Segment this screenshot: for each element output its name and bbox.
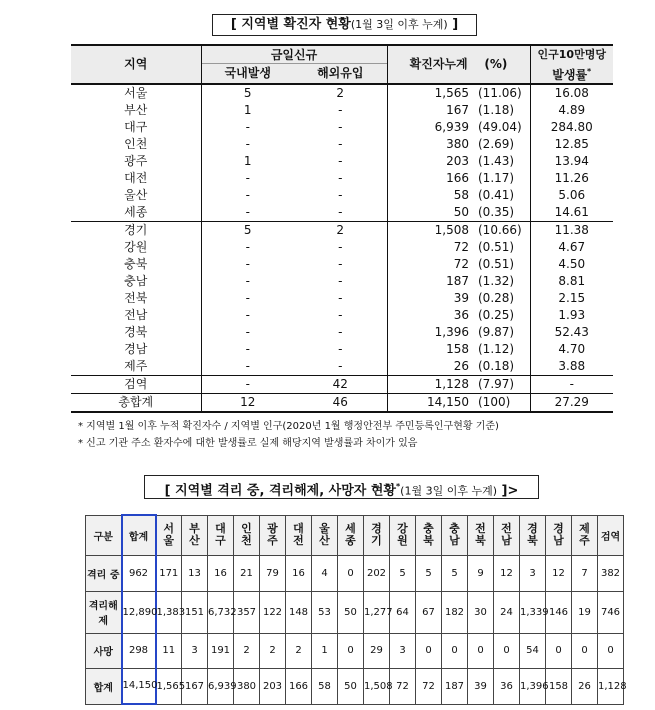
table-row (71, 153, 613, 170)
header-region-0 (156, 515, 182, 555)
value-cell: 36 (494, 668, 520, 704)
cumulative-cell: 1,565 (387, 84, 472, 102)
table-row (71, 102, 613, 119)
header-region-10 (416, 515, 442, 555)
domestic-cell: - (201, 324, 294, 341)
region-cell: 광주 (124, 154, 148, 168)
header-total: 합계 (122, 515, 156, 555)
cumulative-cell: 1,128 (387, 375, 472, 393)
domestic-cell: - (201, 290, 294, 307)
value-cell: 9 (468, 555, 494, 591)
region-label: 세종 (345, 522, 356, 547)
table-row (86, 633, 624, 668)
value-cell: 357 (234, 591, 260, 633)
header-region-12 (468, 515, 494, 555)
incidence-cell: 4.50 (530, 256, 613, 273)
row-label: 격리해제 (86, 591, 122, 633)
cumulative-cell: 50 (387, 204, 472, 222)
domestic-cell: 5 (201, 221, 294, 239)
value-cell: 39 (468, 668, 494, 704)
value-cell: 21 (234, 555, 260, 591)
value-cell: 0 (572, 633, 598, 668)
region-label: 전남 (501, 522, 512, 547)
incidence-cell: 52.43 (530, 324, 613, 341)
cumulative-cell: 187 (387, 273, 472, 290)
region-label: 제주 (579, 522, 590, 547)
value-cell: 122 (260, 591, 286, 633)
value-cell: 0 (338, 633, 364, 668)
region-label: 충남 (449, 522, 460, 547)
cumulative-cell: 58 (387, 187, 472, 204)
header-overseas: 해외유입 (294, 64, 387, 84)
header-incidence-mark: * (587, 66, 592, 76)
header-percent-label: (%) (484, 57, 508, 72)
incidence-cell: 11.26 (530, 170, 613, 187)
value-cell: 1,128 (598, 668, 624, 704)
region-cell: 경기 (124, 223, 148, 237)
region-label: 대전 (293, 522, 304, 547)
region-cell: 대전 (124, 171, 148, 185)
percent-cell: (7.97) (478, 377, 515, 391)
table-row (71, 273, 613, 290)
cumulative-cell: 14,150 (387, 393, 472, 412)
region-label: 대구 (215, 522, 226, 547)
section1-title-close: ] (447, 17, 459, 32)
header-category: 구분 (86, 515, 122, 555)
region-cell: 전남 (124, 308, 148, 322)
value-cell: 0 (442, 633, 468, 668)
table-row (71, 358, 613, 376)
header-region-15 (546, 515, 572, 555)
cumulative-cell: 380 (387, 136, 472, 153)
header-region-4 (260, 515, 286, 555)
header-incidence-line1: 인구10만명당 (530, 45, 613, 64)
header-region-16 (572, 515, 598, 555)
value-cell: 24 (494, 591, 520, 633)
row-label: 격리 중 (86, 555, 122, 591)
value-cell: 171 (156, 555, 182, 591)
incidence-cell: - (530, 375, 613, 393)
value-cell: 158 (546, 668, 572, 704)
section2-title-text: [ 지역별 격리 중, 격리해제, 사망자 현황 (164, 483, 396, 499)
incidence-cell: 16.08 (530, 84, 613, 102)
domestic-cell: 1 (201, 102, 294, 119)
incidence-cell: 12.85 (530, 136, 613, 153)
cumulative-cell: 167 (387, 102, 472, 119)
region-label: 강원 (397, 522, 408, 547)
percent-cell: (49.04) (478, 120, 522, 134)
value-cell: 4 (312, 555, 338, 591)
value-cell: 148 (286, 591, 312, 633)
value-cell: 3 (182, 633, 208, 668)
table-row (71, 256, 613, 273)
table-row (71, 204, 613, 222)
region-label: 인천 (241, 522, 252, 547)
value-cell: 382 (598, 555, 624, 591)
value-cell: 5 (416, 555, 442, 591)
region-cell: 총합계 (118, 395, 154, 409)
header-region-3 (234, 515, 260, 555)
region-cell: 충남 (124, 274, 148, 288)
domestic-cell: - (201, 341, 294, 358)
table-row (71, 136, 613, 153)
region-cell: 경북 (124, 325, 148, 339)
incidence-cell: 5.06 (530, 187, 613, 204)
region-cell: 인천 (124, 137, 148, 151)
percent-cell: (10.66) (478, 223, 522, 237)
percent-cell: (1.18) (478, 103, 515, 117)
overseas-cell: - (338, 359, 343, 373)
value-cell: 2 (234, 633, 260, 668)
table-row (71, 170, 613, 187)
header-region-11 (442, 515, 468, 555)
regional-cases-table (71, 44, 613, 413)
domestic-cell: - (201, 307, 294, 324)
value-cell: 0 (546, 633, 572, 668)
table-row (71, 375, 613, 393)
header-region-1 (182, 515, 208, 555)
overseas-cell: 46 (332, 395, 348, 409)
overseas-cell: - (338, 120, 343, 134)
cumulative-cell: 1,508 (387, 221, 472, 239)
value-cell: 1,508 (364, 668, 390, 704)
percent-cell: (0.51) (478, 240, 515, 254)
header-region: 지역 (71, 45, 201, 84)
region-label: 전북 (475, 522, 486, 547)
incidence-cell: 2.15 (530, 290, 613, 307)
value-cell: 12 (494, 555, 520, 591)
value-cell: 53 (312, 591, 338, 633)
table-row (71, 341, 613, 358)
value-cell: 12 (546, 555, 572, 591)
incidence-cell: 4.89 (530, 102, 613, 119)
cumulative-cell: 39 (387, 290, 472, 307)
percent-cell: (1.12) (478, 342, 515, 356)
value-cell: 2 (260, 633, 286, 668)
incidence-cell: 8.81 (530, 273, 613, 290)
row-label: 사망 (86, 633, 122, 668)
cumulative-cell: 6,939 (387, 119, 472, 136)
region-label: 검역 (600, 531, 621, 543)
region-cell: 부산 (124, 103, 148, 117)
value-cell: 0 (494, 633, 520, 668)
domestic-cell: - (201, 170, 294, 187)
domestic-cell: - (201, 273, 294, 290)
region-label: 경남 (553, 522, 564, 547)
region-cell: 강원 (124, 240, 148, 254)
value-cell: 5 (442, 555, 468, 591)
cumulative-cell: 26 (387, 358, 472, 376)
header-new-today: 금일신규 (201, 45, 387, 64)
overseas-cell: - (338, 257, 343, 271)
header-domestic: 국내발생 (201, 64, 294, 84)
region-cell: 제주 (124, 359, 148, 373)
quarantine-status-table (85, 514, 627, 705)
value-cell: 79 (260, 555, 286, 591)
overseas-cell: - (338, 205, 343, 219)
table-row (71, 239, 613, 256)
incidence-cell: 284.80 (530, 119, 613, 136)
region-label: 광주 (267, 522, 278, 547)
cumulative-cell: 72 (387, 256, 472, 273)
section1-title-text: [ 지역별 확진자 현황 (230, 17, 351, 32)
cumulative-cell: 158 (387, 341, 472, 358)
percent-cell: (0.28) (478, 291, 515, 305)
region-cell: 서울 (124, 86, 148, 100)
value-cell: 0 (468, 633, 494, 668)
value-cell: 746 (598, 591, 624, 633)
row-total: 298 (122, 633, 156, 668)
overseas-cell: 2 (336, 86, 345, 100)
value-cell: 5 (390, 555, 416, 591)
header-cumulative (387, 45, 530, 84)
overseas-cell: - (338, 171, 343, 185)
row-total: 12,890 (122, 591, 156, 633)
section1-title (212, 14, 477, 36)
region-cell: 울산 (124, 188, 148, 202)
incidence-cell: 3.88 (530, 358, 613, 376)
header-region-17 (598, 515, 624, 555)
value-cell: 13 (182, 555, 208, 591)
table-row (71, 119, 613, 136)
percent-cell: (0.35) (478, 205, 515, 219)
incidence-cell: 14.61 (530, 204, 613, 222)
value-cell: 191 (208, 633, 234, 668)
percent-cell: (1.17) (478, 171, 515, 185)
region-cell: 전북 (124, 291, 148, 305)
header-region-8 (364, 515, 390, 555)
cumulative-cell: 203 (387, 153, 472, 170)
percent-cell: (0.51) (478, 257, 515, 271)
value-cell: 30 (468, 591, 494, 633)
percent-cell: (1.32) (478, 274, 515, 288)
value-cell: 11 (156, 633, 182, 668)
overseas-cell: - (338, 240, 343, 254)
value-cell: 72 (390, 668, 416, 704)
domestic-cell: 5 (201, 84, 294, 102)
table-row (86, 668, 624, 704)
row-total: 962 (122, 555, 156, 591)
value-cell: 1,277 (364, 591, 390, 633)
value-cell: 26 (572, 668, 598, 704)
incidence-cell: 27.29 (530, 393, 613, 412)
value-cell: 167 (182, 668, 208, 704)
value-cell: 64 (390, 591, 416, 633)
header-region-9 (390, 515, 416, 555)
region-label: 부산 (189, 522, 200, 547)
value-cell: 29 (364, 633, 390, 668)
row-total: 14,150 (122, 668, 156, 704)
value-cell: 1 (312, 633, 338, 668)
section1-note-2: * 신고 기관 주소 환자수에 대한 발생률로 실제 해당지역 발생률과 차이가 있음 (78, 438, 418, 449)
header-incidence-text: 발생률 (552, 67, 588, 82)
value-cell: 7 (572, 555, 598, 591)
cumulative-cell: 72 (387, 239, 472, 256)
value-cell: 50 (338, 591, 364, 633)
value-cell: 1,339 (520, 591, 546, 633)
value-cell: 16 (286, 555, 312, 591)
percent-cell: (11.06) (478, 86, 522, 100)
domestic-cell: - (201, 256, 294, 273)
header-region-2 (208, 515, 234, 555)
table-row (71, 393, 613, 412)
overseas-cell: - (338, 342, 343, 356)
region-cell: 세종 (124, 205, 148, 219)
domestic-cell: - (201, 239, 294, 256)
row-label: 합계 (86, 668, 122, 704)
percent-cell: (1.43) (478, 154, 515, 168)
domestic-cell: 1 (201, 153, 294, 170)
value-cell: 2 (286, 633, 312, 668)
section2-title-suffix: (1월 3일 이후 누계) (400, 484, 497, 498)
value-cell: 16 (208, 555, 234, 591)
table-row (71, 290, 613, 307)
region-label: 경기 (371, 522, 382, 547)
region-cell: 검역 (124, 377, 148, 391)
section2-title (144, 475, 539, 499)
value-cell: 67 (416, 591, 442, 633)
value-cell: 0 (338, 555, 364, 591)
region-label: 경북 (527, 522, 538, 547)
value-cell: 1,396 (520, 668, 546, 704)
header-region-7 (338, 515, 364, 555)
domestic-cell: - (201, 358, 294, 376)
table-row (71, 221, 613, 239)
value-cell: 187 (442, 668, 468, 704)
table-row (71, 324, 613, 341)
domestic-cell: - (201, 204, 294, 222)
value-cell: 3 (520, 555, 546, 591)
incidence-cell: 11.38 (530, 221, 613, 239)
region-cell: 경남 (124, 342, 148, 356)
cumulative-cell: 166 (387, 170, 472, 187)
domestic-cell: - (201, 375, 294, 393)
overseas-cell: - (338, 325, 343, 339)
overseas-cell: - (338, 154, 343, 168)
value-cell: 54 (520, 633, 546, 668)
value-cell: 151 (182, 591, 208, 633)
overseas-cell: 2 (336, 223, 345, 237)
value-cell: 0 (416, 633, 442, 668)
percent-cell: (0.18) (478, 359, 515, 373)
value-cell: 6,732 (208, 591, 234, 633)
section1-title-suffix: (1월 3일 이후 누계) (350, 18, 448, 31)
domestic-cell: 12 (201, 393, 294, 412)
overseas-cell: - (338, 103, 343, 117)
percent-cell: (0.25) (478, 308, 515, 322)
overseas-cell: - (338, 308, 343, 322)
overseas-cell: - (338, 291, 343, 305)
table-row (86, 591, 624, 633)
value-cell: 50 (338, 668, 364, 704)
header-region-6 (312, 515, 338, 555)
domestic-cell: - (201, 119, 294, 136)
value-cell: 3 (390, 633, 416, 668)
incidence-cell: 1.93 (530, 307, 613, 324)
table-row (71, 187, 613, 204)
table-row (71, 307, 613, 324)
incidence-cell: 4.70 (530, 341, 613, 358)
header-cumulative-label: 확진자누계 (409, 57, 468, 72)
domestic-cell: - (201, 136, 294, 153)
region-cell: 충북 (124, 257, 148, 271)
value-cell: 19 (572, 591, 598, 633)
value-cell: 6,939 (208, 668, 234, 704)
percent-cell: (9.87) (478, 325, 515, 339)
region-label: 충북 (423, 522, 434, 547)
section1-note-1: * 지역별 1월 이후 누적 확진자수 / 지역별 인구(2020년 1월 행정안전부 주민등록인구현황 기준) (78, 421, 499, 432)
value-cell: 1,383 (156, 591, 182, 633)
region-label: 울산 (319, 522, 330, 547)
header-region-14 (520, 515, 546, 555)
value-cell: 58 (312, 668, 338, 704)
header-region-13 (494, 515, 520, 555)
value-cell: 166 (286, 668, 312, 704)
percent-cell: (100) (478, 395, 511, 409)
header-incidence-line2 (530, 64, 613, 84)
value-cell: 203 (260, 668, 286, 704)
overseas-cell: - (338, 137, 343, 151)
table-row (71, 84, 613, 102)
cumulative-cell: 1,396 (387, 324, 472, 341)
domestic-cell: - (201, 187, 294, 204)
regional-cases-body (71, 84, 613, 412)
incidence-cell: 13.94 (530, 153, 613, 170)
percent-cell: (2.69) (478, 137, 515, 151)
overseas-cell: 42 (332, 377, 348, 391)
header-region-5 (286, 515, 312, 555)
region-cell: 대구 (124, 120, 148, 134)
value-cell: 182 (442, 591, 468, 633)
overseas-cell: - (338, 188, 343, 202)
region-label: 서울 (163, 522, 175, 547)
table-row (86, 555, 624, 591)
value-cell: 0 (598, 633, 624, 668)
value-cell: 146 (546, 591, 572, 633)
overseas-cell: - (338, 274, 343, 288)
section2-title-close: ]> (497, 483, 519, 499)
value-cell: 380 (234, 668, 260, 704)
section2-title-mark: * (395, 482, 401, 491)
value-cell: 1,565 (156, 668, 182, 704)
cumulative-cell: 36 (387, 307, 472, 324)
percent-cell: (0.41) (478, 188, 515, 202)
incidence-cell: 4.67 (530, 239, 613, 256)
value-cell: 72 (416, 668, 442, 704)
value-cell: 202 (364, 555, 390, 591)
